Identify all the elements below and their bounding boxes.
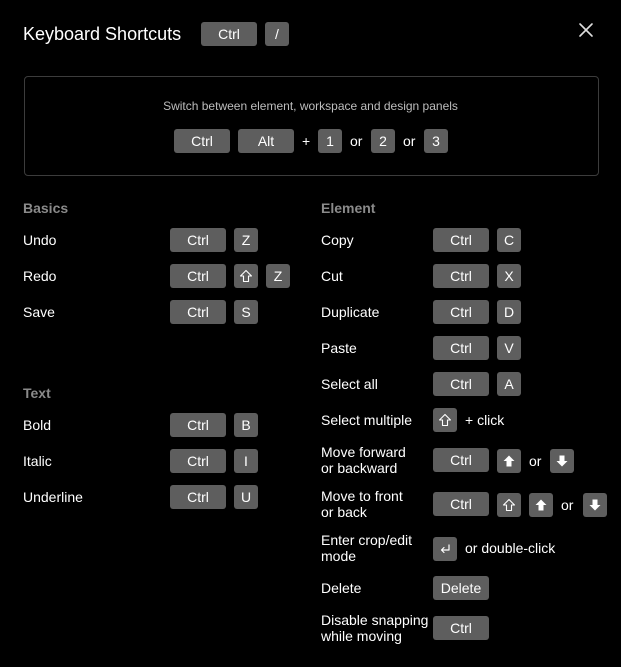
bold-key-b: B (234, 413, 258, 437)
save-key-ctrl: Ctrl (170, 300, 226, 324)
close-icon[interactable] (577, 21, 595, 39)
arrow-down-icon (550, 449, 574, 473)
shortcut-label-cut: Cut (321, 268, 343, 284)
copy-key-ctrl: Ctrl (433, 228, 489, 252)
shortcut-label-move-front-line1: Move to front (321, 488, 403, 504)
redo-key-z: Z (266, 264, 290, 288)
section-heading-text: Text (23, 385, 51, 401)
select-multiple-suffix: + click (465, 412, 505, 428)
delete-key: Delete (433, 576, 489, 600)
select-all-key-a: A (497, 372, 521, 396)
paste-key-v: V (497, 336, 521, 360)
duplicate-key-d: D (497, 300, 521, 324)
section-heading-element: Element (321, 200, 376, 216)
move-front-key-ctrl: Ctrl (433, 492, 489, 516)
cut-key-ctrl: Ctrl (433, 264, 489, 288)
shortcut-label-move-forward-line1: Move forward (321, 444, 406, 460)
select-all-key-ctrl: Ctrl (433, 372, 489, 396)
shortcut-label-move-front-line2: or back (321, 504, 367, 520)
duplicate-key-ctrl: Ctrl (433, 300, 489, 324)
panels-key-alt: Alt (238, 129, 294, 153)
arrow-up-icon (529, 493, 553, 517)
panels-key-3: 3 (424, 129, 448, 153)
shortcut-key-ctrl: Ctrl (201, 22, 257, 46)
shortcut-key-slash: / (265, 22, 289, 46)
paste-key-ctrl: Ctrl (433, 336, 489, 360)
crop-suffix: or double-click (465, 540, 556, 556)
snapping-key-ctrl: Ctrl (433, 616, 489, 640)
underline-key-ctrl: Ctrl (170, 485, 226, 509)
panels-key-ctrl: Ctrl (174, 129, 230, 153)
shortcut-label-undo: Undo (23, 232, 57, 248)
shortcut-label-move-forward-line2: or backward (321, 460, 398, 476)
underline-key-u: U (234, 485, 258, 509)
bold-key-ctrl: Ctrl (170, 413, 226, 437)
shortcut-label-crop-line2: mode (321, 548, 357, 564)
shortcut-label-select-all: Select all (321, 376, 378, 392)
redo-key-ctrl: Ctrl (170, 264, 226, 288)
arrow-up-icon (497, 449, 521, 473)
move-forward-key-ctrl: Ctrl (433, 448, 489, 472)
shortcut-label-snapping-line1: Disable snapping (321, 612, 429, 628)
panels-key-1: 1 (318, 129, 342, 153)
undo-key-z: Z (234, 228, 258, 252)
shortcut-label-duplicate: Duplicate (321, 304, 380, 320)
shortcut-label-italic: Italic (23, 453, 52, 469)
section-heading-basics: Basics (23, 200, 69, 216)
panels-or-1: or (350, 133, 363, 149)
shift-icon (497, 493, 521, 517)
shortcut-label-paste: Paste (321, 340, 357, 356)
copy-key-c: C (497, 228, 521, 252)
move-front-or: or (561, 497, 574, 513)
shift-icon (433, 408, 457, 432)
shortcut-label-redo: Redo (23, 268, 57, 284)
shortcut-label-save: Save (23, 304, 55, 320)
panels-plus: + (302, 133, 311, 149)
panels-key-2: 2 (371, 129, 395, 153)
undo-key-ctrl: Ctrl (170, 228, 226, 252)
panels-or-2: or (403, 133, 416, 149)
panels-hint-box (24, 76, 599, 176)
shortcut-label-copy: Copy (321, 232, 354, 248)
shortcut-label-crop-line1: Enter crop/edit (321, 532, 413, 548)
move-forward-or: or (529, 453, 542, 469)
save-key-s: S (234, 300, 258, 324)
enter-icon (433, 537, 457, 561)
shortcut-label-snapping-line2: while moving (321, 628, 402, 644)
shortcut-label-bold: Bold (23, 417, 52, 433)
shortcut-label-delete: Delete (321, 580, 362, 596)
arrow-down-icon (583, 493, 607, 517)
panels-hint-caption: Switch between element, workspace and design panels (163, 99, 458, 113)
shortcut-label-underline: Underline (23, 489, 83, 505)
italic-key-i: I (234, 449, 258, 473)
italic-key-ctrl: Ctrl (170, 449, 226, 473)
cut-key-x: X (497, 264, 521, 288)
shift-icon (234, 264, 258, 288)
dialog-title: Keyboard Shortcuts (23, 24, 182, 44)
shortcut-label-select-multiple: Select multiple (321, 412, 413, 428)
